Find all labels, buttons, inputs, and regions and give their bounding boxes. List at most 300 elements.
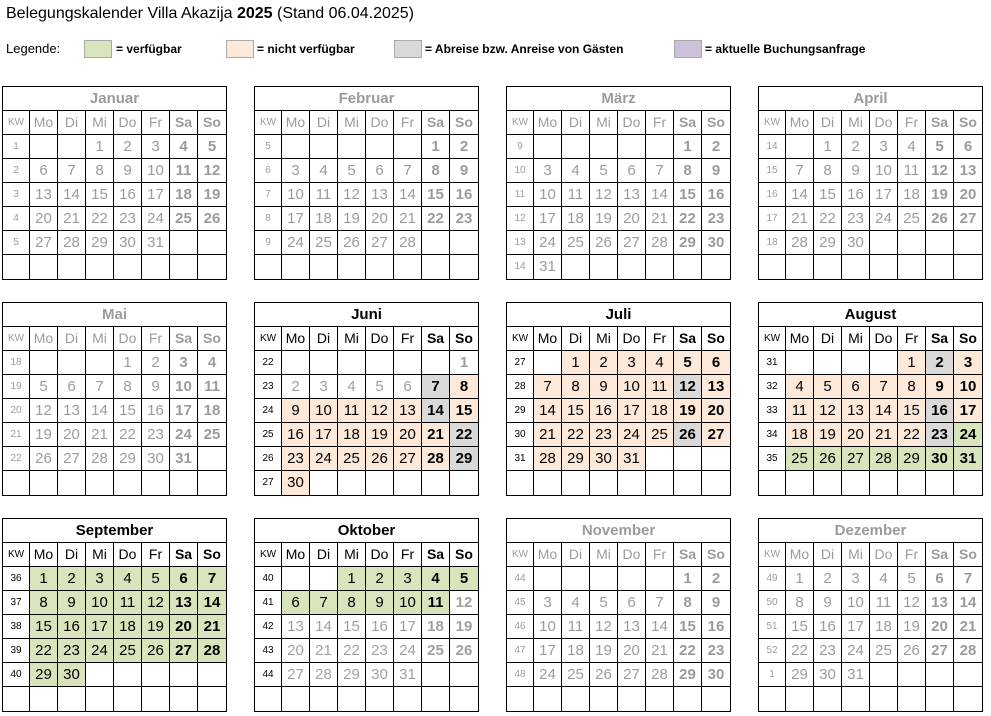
day-cell[interactable]: 1: [338, 567, 366, 591]
day-cell: 23: [842, 207, 870, 231]
month-grid: [759, 327, 982, 495]
day-cell[interactable]: 21: [310, 639, 338, 663]
empty-cell: [86, 687, 114, 711]
day-cell[interactable]: 23: [282, 447, 310, 471]
day-cell[interactable]: 10: [618, 375, 646, 399]
day-cell[interactable]: 16: [590, 399, 618, 423]
day-cell: 16: [702, 183, 730, 207]
week-number: 47: [507, 639, 534, 663]
empty-cell: [646, 471, 674, 495]
day-cell[interactable]: 16: [926, 399, 954, 423]
month-title: Dezember: [759, 519, 982, 543]
week-number: 36: [3, 567, 30, 591]
day-cell[interactable]: 14: [198, 591, 226, 615]
day-cell[interactable]: 7: [198, 567, 226, 591]
week-number: 35: [759, 447, 786, 471]
day-cell[interactable]: 25: [786, 447, 814, 471]
weekday-header: So: [954, 111, 982, 135]
day-cell[interactable]: 4: [646, 351, 674, 375]
month-title: Februar: [255, 87, 478, 111]
week-number: 22: [3, 447, 30, 471]
day-cell[interactable]: 27: [702, 423, 730, 447]
day-cell: 24: [534, 663, 562, 687]
day-cell[interactable]: 19: [366, 423, 394, 447]
day-cell[interactable]: 14: [534, 399, 562, 423]
day-cell: 7: [86, 375, 114, 399]
day-cell[interactable]: 30: [58, 663, 86, 687]
day-cell[interactable]: 17: [394, 615, 422, 639]
empty-cell: [870, 255, 898, 279]
empty-cell: [366, 471, 394, 495]
week-number: 39: [3, 639, 30, 663]
day-cell: 12: [590, 183, 618, 207]
day-cell[interactable]: 8: [898, 375, 926, 399]
month-title: April: [759, 87, 982, 111]
day-cell[interactable]: 11: [646, 375, 674, 399]
day-cell[interactable]: 15: [30, 615, 58, 639]
month-grid: [759, 111, 982, 279]
day-cell: 24: [142, 207, 170, 231]
day-cell[interactable]: 1: [562, 351, 590, 375]
day-cell: 13: [954, 159, 982, 183]
day-cell: 19: [590, 207, 618, 231]
month-juli: [506, 302, 731, 496]
day-cell[interactable]: 10: [310, 399, 338, 423]
day-cell[interactable]: 6: [842, 375, 870, 399]
day-cell[interactable]: 12: [674, 375, 702, 399]
weekday-header: KW: [3, 327, 30, 351]
day-cell[interactable]: 2: [590, 351, 618, 375]
day-cell: 19: [926, 183, 954, 207]
day-cell[interactable]: 24: [394, 639, 422, 663]
empty-cell: [926, 471, 954, 495]
day-cell[interactable]: 5: [366, 375, 394, 399]
day-cell[interactable]: 7: [422, 375, 450, 399]
empty-cell: [562, 135, 590, 159]
day-cell[interactable]: 15: [562, 399, 590, 423]
weekday-header: Fr: [898, 543, 926, 567]
day-cell: 11: [898, 159, 926, 183]
weekday-header: Do: [366, 111, 394, 135]
empty-cell: [282, 255, 310, 279]
weekday-header: Di: [562, 327, 590, 351]
day-cell: 18: [198, 399, 226, 423]
day-cell[interactable]: 29: [898, 447, 926, 471]
day-cell[interactable]: 6: [702, 351, 730, 375]
day-cell[interactable]: 23: [926, 423, 954, 447]
week-number: 34: [759, 423, 786, 447]
day-cell: 26: [198, 207, 226, 231]
day-cell[interactable]: 11: [114, 591, 142, 615]
day-cell: 1: [814, 135, 842, 159]
day-cell[interactable]: 15: [898, 399, 926, 423]
page-title: [6, 5, 414, 23]
empty-cell: [618, 687, 646, 711]
empty-cell: [870, 231, 898, 255]
day-cell: 8: [674, 591, 702, 615]
day-cell[interactable]: 15: [450, 399, 478, 423]
day-cell: 10: [534, 183, 562, 207]
day-cell[interactable]: 9: [58, 591, 86, 615]
day-cell: 20: [618, 639, 646, 663]
empty-cell: [422, 471, 450, 495]
day-cell[interactable]: 18: [646, 399, 674, 423]
day-cell: 12: [30, 399, 58, 423]
week-number: 13: [507, 231, 534, 255]
month-title: Januar: [3, 87, 226, 111]
legend-text-available: = verfügbar: [116, 42, 182, 56]
day-cell[interactable]: 7: [870, 375, 898, 399]
weekday-header: So: [450, 111, 478, 135]
day-cell[interactable]: 14: [870, 399, 898, 423]
day-cell[interactable]: 27: [282, 663, 310, 687]
day-cell[interactable]: 2: [58, 567, 86, 591]
empty-cell: [590, 471, 618, 495]
day-cell[interactable]: 12: [814, 399, 842, 423]
day-cell[interactable]: 3: [954, 351, 982, 375]
day-cell[interactable]: 3: [86, 567, 114, 591]
week-number: 12: [507, 207, 534, 231]
day-cell[interactable]: 5: [814, 375, 842, 399]
day-cell[interactable]: 13: [842, 399, 870, 423]
day-cell[interactable]: 26: [366, 447, 394, 471]
day-cell[interactable]: 2: [926, 351, 954, 375]
day-cell[interactable]: 9: [590, 375, 618, 399]
day-cell[interactable]: 28: [198, 639, 226, 663]
weekday-header: Mo: [30, 111, 58, 135]
day-cell[interactable]: 16: [282, 423, 310, 447]
day-cell[interactable]: 16: [58, 615, 86, 639]
day-cell[interactable]: 30: [366, 663, 394, 687]
empty-cell: [646, 567, 674, 591]
day-cell[interactable]: 20: [282, 639, 310, 663]
day-cell[interactable]: 11: [786, 399, 814, 423]
day-cell[interactable]: 3: [618, 351, 646, 375]
day-cell[interactable]: 7: [534, 375, 562, 399]
weekday-header: Di: [814, 327, 842, 351]
day-cell[interactable]: 14: [310, 615, 338, 639]
weekday-header: Mo: [282, 543, 310, 567]
day-cell: 15: [422, 183, 450, 207]
empty-cell: [338, 351, 366, 375]
day-cell[interactable]: 26: [142, 639, 170, 663]
day-cell: 8: [422, 159, 450, 183]
day-cell[interactable]: 18: [338, 423, 366, 447]
day-cell[interactable]: 12: [450, 591, 478, 615]
day-cell[interactable]: 25: [646, 423, 674, 447]
empty-cell: [338, 687, 366, 711]
day-cell[interactable]: 25: [114, 639, 142, 663]
day-cell[interactable]: 19: [674, 399, 702, 423]
day-cell[interactable]: 8: [562, 375, 590, 399]
day-cell: 5: [590, 591, 618, 615]
week-number: 2: [3, 159, 30, 183]
day-cell[interactable]: 3: [310, 375, 338, 399]
week-number: 50: [759, 591, 786, 615]
empty-cell: [58, 351, 86, 375]
day-cell[interactable]: 22: [338, 639, 366, 663]
day-cell[interactable]: 3: [394, 567, 422, 591]
day-cell[interactable]: 23: [590, 423, 618, 447]
empty-cell: [842, 687, 870, 711]
week-number: 18: [759, 231, 786, 255]
day-cell: 1: [674, 567, 702, 591]
weekday-header: Mo: [30, 543, 58, 567]
day-cell[interactable]: 8: [30, 591, 58, 615]
month-grid: [507, 327, 730, 495]
day-cell[interactable]: 4: [114, 567, 142, 591]
day-cell[interactable]: 20: [842, 423, 870, 447]
weekday-header: Fr: [646, 327, 674, 351]
day-cell: 30: [702, 663, 730, 687]
day-cell[interactable]: 9: [926, 375, 954, 399]
day-cell[interactable]: 31: [954, 447, 982, 471]
weekday-header: Mo: [786, 111, 814, 135]
day-cell: 17: [282, 207, 310, 231]
day-cell[interactable]: 1: [450, 351, 478, 375]
week-number: [507, 687, 534, 711]
day-cell: 10: [842, 591, 870, 615]
empty-cell: [842, 471, 870, 495]
day-cell[interactable]: 29: [338, 663, 366, 687]
day-cell[interactable]: 10: [86, 591, 114, 615]
day-cell[interactable]: 30: [926, 447, 954, 471]
day-cell[interactable]: 19: [142, 615, 170, 639]
day-cell: 3: [534, 591, 562, 615]
day-cell: 20: [58, 423, 86, 447]
day-cell: 9: [814, 591, 842, 615]
weekday-header: KW: [255, 543, 282, 567]
day-cell: 2: [142, 351, 170, 375]
day-cell[interactable]: 2: [282, 375, 310, 399]
empty-cell: [898, 663, 926, 687]
day-cell: 16: [114, 183, 142, 207]
day-cell[interactable]: 21: [870, 423, 898, 447]
week-number: 32: [759, 375, 786, 399]
day-cell[interactable]: 27: [842, 447, 870, 471]
day-cell: 20: [926, 615, 954, 639]
day-cell[interactable]: 26: [814, 447, 842, 471]
weekday-header: Mi: [338, 327, 366, 351]
day-cell[interactable]: 22: [30, 639, 58, 663]
weekday-header: Sa: [422, 111, 450, 135]
day-cell[interactable]: 2: [366, 567, 394, 591]
day-cell[interactable]: 16: [366, 615, 394, 639]
day-cell[interactable]: 23: [58, 639, 86, 663]
day-cell[interactable]: 10: [954, 375, 982, 399]
day-cell[interactable]: 20: [170, 615, 198, 639]
day-cell[interactable]: 29: [562, 447, 590, 471]
day-cell: 14: [786, 183, 814, 207]
day-cell[interactable]: 20: [702, 399, 730, 423]
day-cell: 21: [86, 423, 114, 447]
empty-cell: [198, 471, 226, 495]
day-cell: 19: [898, 615, 926, 639]
day-cell[interactable]: 30: [282, 471, 310, 495]
empty-cell: [338, 135, 366, 159]
day-cell[interactable]: 9: [282, 399, 310, 423]
week-number: 45: [507, 591, 534, 615]
weekday-header: Di: [310, 543, 338, 567]
day-cell[interactable]: 25: [338, 447, 366, 471]
day-cell[interactable]: 15: [338, 615, 366, 639]
day-cell[interactable]: 21: [198, 615, 226, 639]
day-cell[interactable]: 7: [310, 591, 338, 615]
day-cell[interactable]: 27: [394, 447, 422, 471]
day-cell[interactable]: 26: [674, 423, 702, 447]
day-cell[interactable]: 8: [450, 375, 478, 399]
empty-cell: [562, 255, 590, 279]
day-cell[interactable]: 11: [422, 591, 450, 615]
day-cell: 26: [898, 639, 926, 663]
week-number: 15: [759, 159, 786, 183]
day-cell[interactable]: 17: [618, 399, 646, 423]
day-cell[interactable]: 24: [954, 423, 982, 447]
weekday-header: Fr: [394, 327, 422, 351]
day-cell[interactable]: 29: [30, 663, 58, 687]
week-number: 8: [255, 207, 282, 231]
day-cell: 16: [142, 399, 170, 423]
day-cell: 11: [562, 183, 590, 207]
month-title: November: [507, 519, 730, 543]
day-cell[interactable]: 1: [898, 351, 926, 375]
week-number: 14: [507, 255, 534, 279]
weekday-header: Sa: [926, 111, 954, 135]
day-cell: 26: [926, 207, 954, 231]
day-cell[interactable]: 21: [422, 423, 450, 447]
day-cell[interactable]: 17: [86, 615, 114, 639]
day-cell[interactable]: 12: [366, 399, 394, 423]
day-cell[interactable]: 19: [814, 423, 842, 447]
day-cell[interactable]: 18: [786, 423, 814, 447]
week-number: 9: [507, 135, 534, 159]
day-cell[interactable]: 24: [618, 423, 646, 447]
day-cell: 4: [562, 159, 590, 183]
day-cell[interactable]: 30: [590, 447, 618, 471]
day-cell: 29: [114, 447, 142, 471]
day-cell[interactable]: 22: [562, 423, 590, 447]
day-cell[interactable]: 24: [86, 639, 114, 663]
week-number: 14: [759, 135, 786, 159]
day-cell[interactable]: 4: [422, 567, 450, 591]
weekday-header: Fr: [394, 543, 422, 567]
day-cell[interactable]: 13: [282, 615, 310, 639]
day-cell[interactable]: 26: [450, 639, 478, 663]
week-number: [759, 687, 786, 711]
empty-cell: [562, 567, 590, 591]
day-cell: 20: [618, 207, 646, 231]
day-cell[interactable]: 28: [534, 447, 562, 471]
day-cell: 16: [842, 183, 870, 207]
empty-cell: [198, 663, 226, 687]
weekday-header: KW: [3, 111, 30, 135]
week-number: 48: [507, 663, 534, 687]
week-number: 16: [759, 183, 786, 207]
day-cell[interactable]: 17: [310, 423, 338, 447]
week-number: 9: [255, 231, 282, 255]
weekday-header: Di: [58, 543, 86, 567]
day-cell: 5: [898, 567, 926, 591]
day-cell[interactable]: 28: [870, 447, 898, 471]
day-cell: 6: [30, 159, 58, 183]
day-cell[interactable]: 22: [450, 423, 478, 447]
day-cell: 4: [870, 567, 898, 591]
day-cell[interactable]: 9: [366, 591, 394, 615]
week-number: 11: [507, 183, 534, 207]
empty-cell: [58, 135, 86, 159]
day-cell: 12: [926, 159, 954, 183]
day-cell[interactable]: 29: [450, 447, 478, 471]
day-cell: 14: [86, 399, 114, 423]
day-cell[interactable]: 5: [450, 567, 478, 591]
day-cell[interactable]: 10: [394, 591, 422, 615]
legend-text-unavailable: = nicht verfügbar: [257, 42, 355, 56]
day-cell[interactable]: 31: [394, 663, 422, 687]
legend-swatch-unavailable: [226, 40, 254, 58]
empty-cell: [954, 687, 982, 711]
day-cell[interactable]: 13: [170, 591, 198, 615]
day-cell[interactable]: 20: [394, 423, 422, 447]
day-cell[interactable]: 13: [394, 399, 422, 423]
day-cell[interactable]: 5: [142, 567, 170, 591]
day-cell[interactable]: 6: [170, 567, 198, 591]
legend-swatch-request: [674, 40, 702, 58]
day-cell[interactable]: 24: [310, 447, 338, 471]
day-cell[interactable]: 14: [422, 399, 450, 423]
day-cell[interactable]: 5: [674, 351, 702, 375]
week-number: 28: [507, 375, 534, 399]
day-cell: 28: [954, 639, 982, 663]
empty-cell: [310, 255, 338, 279]
empty-cell: [786, 687, 814, 711]
day-cell[interactable]: 18: [114, 615, 142, 639]
legend-text-request: = aktuelle Buchungsanfrage: [705, 42, 866, 56]
day-cell[interactable]: 23: [366, 639, 394, 663]
day-cell[interactable]: 21: [534, 423, 562, 447]
weekday-header: Mo: [534, 543, 562, 567]
month-september: [2, 518, 227, 712]
day-cell[interactable]: 6: [394, 375, 422, 399]
day-cell[interactable]: 31: [618, 447, 646, 471]
day-cell[interactable]: 13: [702, 375, 730, 399]
day-cell[interactable]: 28: [310, 663, 338, 687]
day-cell[interactable]: 18: [422, 615, 450, 639]
day-cell: 24: [170, 423, 198, 447]
day-cell[interactable]: 17: [954, 399, 982, 423]
day-cell: 27: [926, 639, 954, 663]
day-cell[interactable]: 28: [422, 447, 450, 471]
day-cell[interactable]: 4: [338, 375, 366, 399]
day-cell[interactable]: 4: [786, 375, 814, 399]
day-cell[interactable]: 1: [30, 567, 58, 591]
weekday-header: Mi: [338, 111, 366, 135]
day-cell[interactable]: 11: [338, 399, 366, 423]
day-cell[interactable]: 25: [422, 639, 450, 663]
day-cell: 3: [842, 567, 870, 591]
day-cell[interactable]: 6: [282, 591, 310, 615]
month-grid: [3, 327, 226, 495]
day-cell: 10: [282, 183, 310, 207]
day-cell[interactable]: 19: [450, 615, 478, 639]
day-cell[interactable]: 8: [338, 591, 366, 615]
day-cell: 25: [170, 207, 198, 231]
day-cell[interactable]: 27: [170, 639, 198, 663]
empty-cell: [170, 255, 198, 279]
day-cell[interactable]: 22: [898, 423, 926, 447]
week-number: 7: [255, 183, 282, 207]
day-cell: 5: [198, 135, 226, 159]
day-cell[interactable]: 12: [142, 591, 170, 615]
